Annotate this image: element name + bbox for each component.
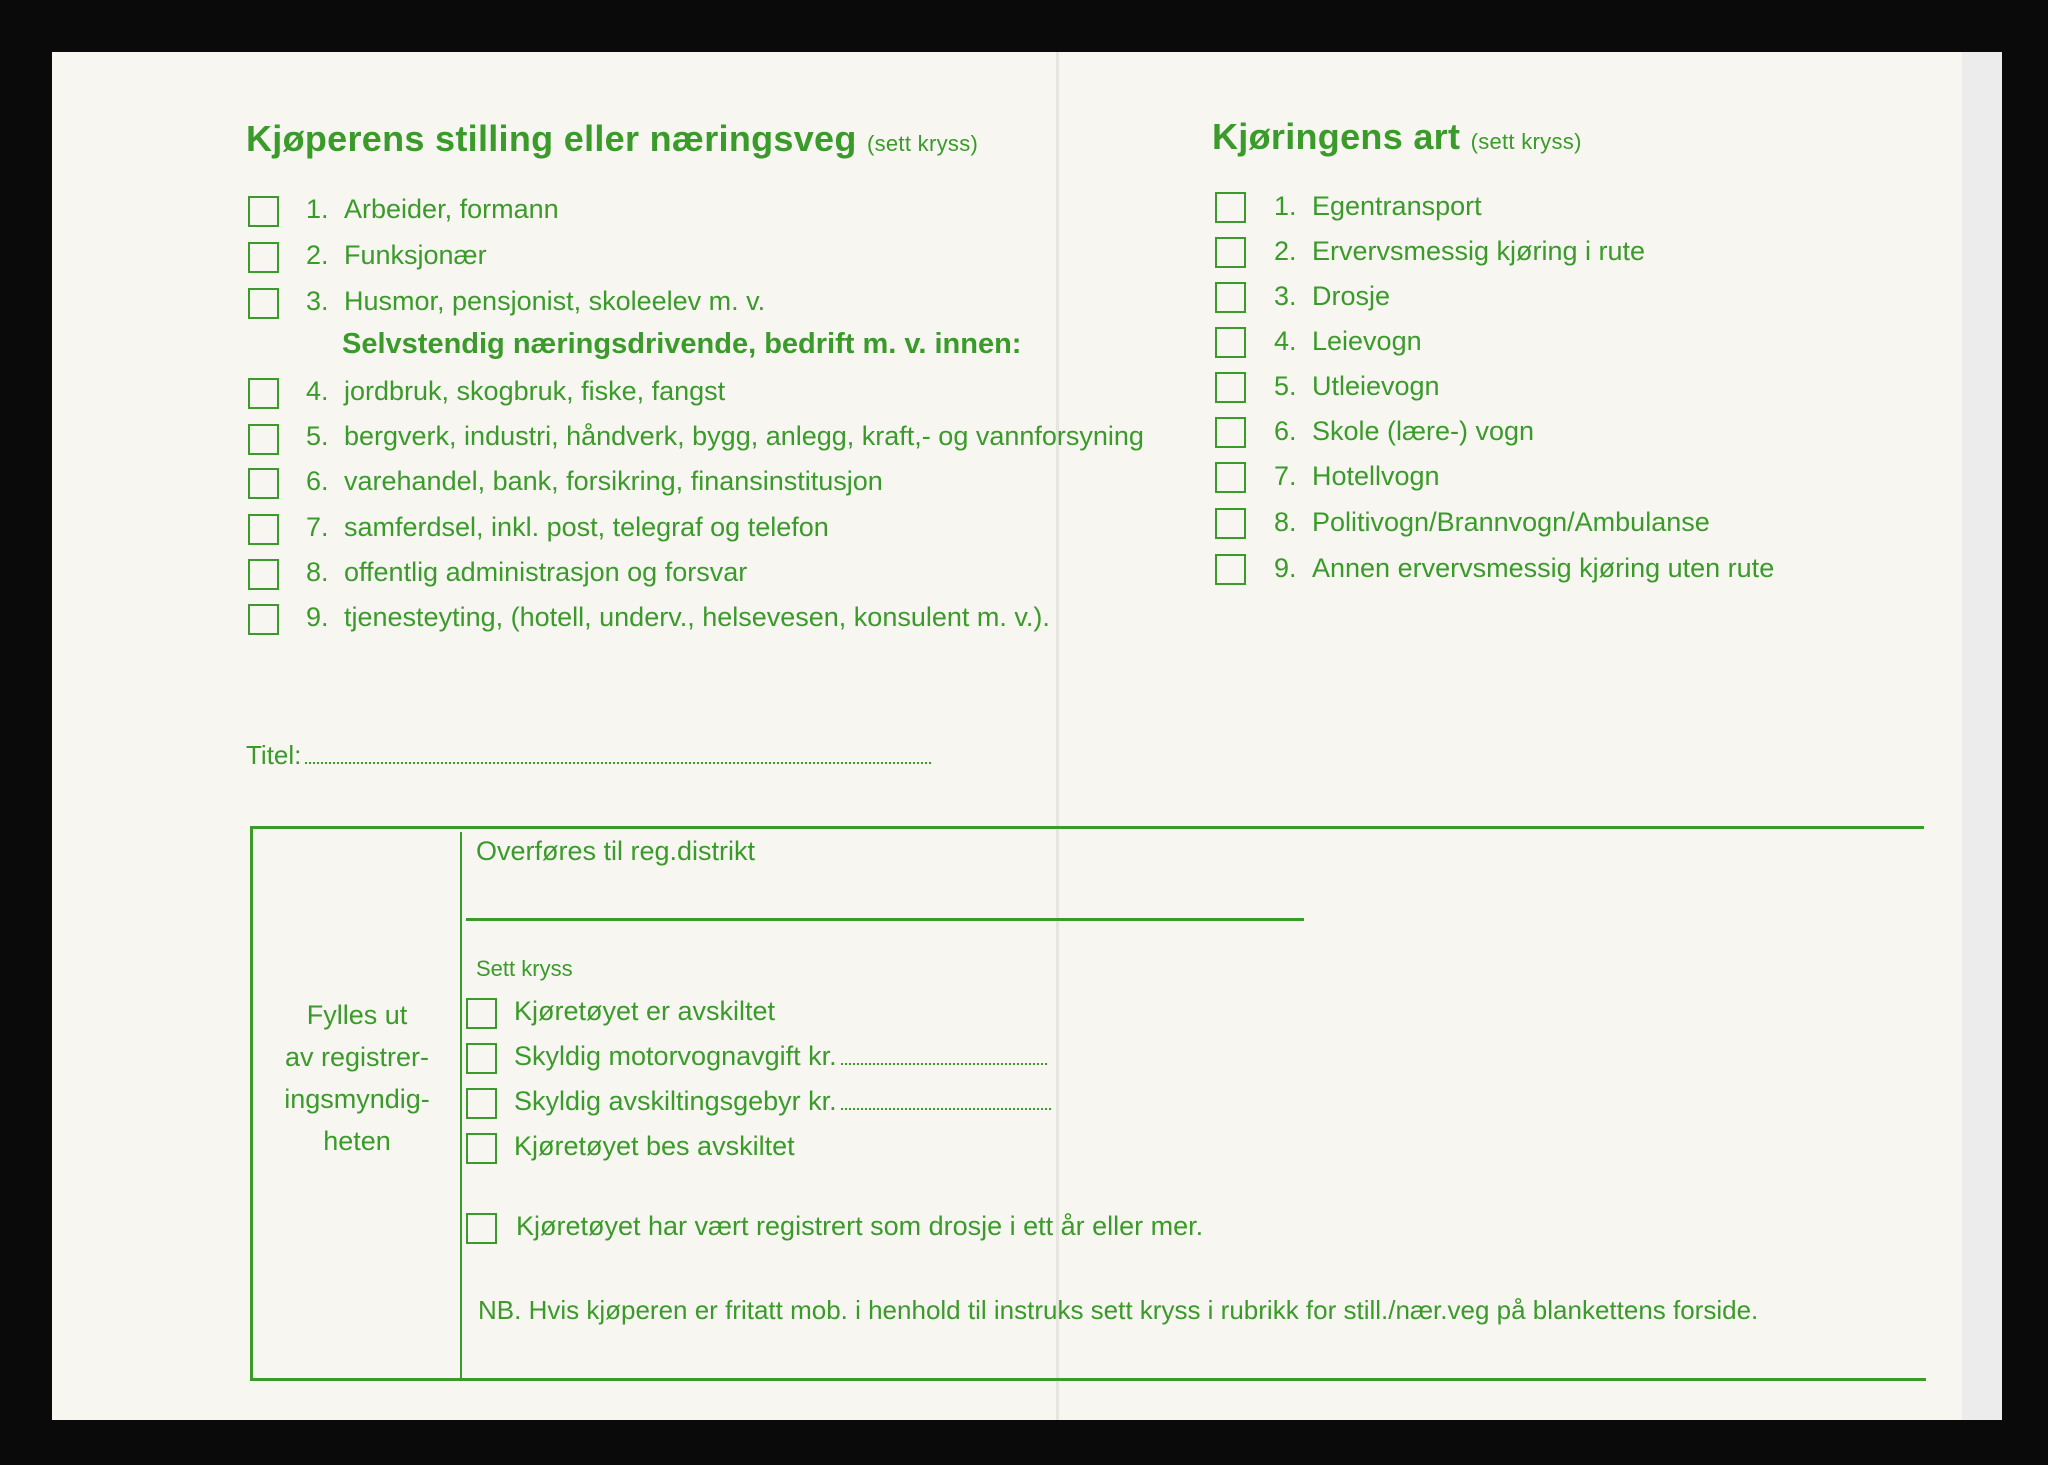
check-avskiltingsgebyr	[514, 1086, 1051, 1117]
sheet-edge	[1962, 52, 2002, 1420]
right-heading	[1212, 116, 1582, 158]
checkbox-left-5[interactable]	[248, 424, 279, 455]
item-label: bergverk, industri, håndverk, bygg, anlegg, kraft,- og vannforsyning	[344, 421, 1144, 451]
item-number: 4.	[306, 376, 329, 406]
checkbox-bes-avskiltet[interactable]	[466, 1133, 497, 1164]
item-label: tjenesteyting, (hotell, underv., helsevesen, konsulent m. v.).	[344, 602, 1050, 632]
item-number: 9.	[306, 602, 329, 632]
bottom-box-bottom-line	[250, 1378, 1926, 1381]
checkbox-drosje[interactable]	[466, 1213, 497, 1244]
item-number: 1.	[306, 194, 329, 224]
item-label: Egentransport	[1312, 191, 1482, 221]
check-motorvognavgift	[514, 1041, 1047, 1072]
title-dotted-line	[305, 762, 931, 764]
item-label: Politivogn/Brannvogn/Ambulanse	[1312, 507, 1710, 537]
amount-dotted-line	[841, 1108, 1051, 1110]
item-label: Annen ervervsmessig kjøring uten rute	[1312, 553, 1775, 583]
bottom-box-divider	[460, 832, 462, 1378]
checkbox-right-7[interactable]	[1215, 462, 1246, 493]
item-number: 3.	[306, 286, 329, 316]
checkbox-right-8[interactable]	[1215, 508, 1246, 539]
item-label: Skole (lære-) vogn	[1312, 416, 1535, 446]
item-label: jordbruk, skogbruk, fiske, fangst	[344, 376, 726, 406]
side-label-line: heten	[323, 1126, 391, 1156]
item-number: 1.	[1274, 191, 1297, 221]
checkbox-avskiltingsgebyr[interactable]	[466, 1088, 497, 1119]
item-number: 6.	[1274, 416, 1297, 446]
item-number: 2.	[1274, 236, 1297, 266]
item-label: Husmor, pensjonist, skoleelev m. v.	[344, 286, 766, 316]
amount-dotted-line	[841, 1063, 1047, 1065]
check-avskiltet: Kjøretøyet er avskiltet	[514, 996, 776, 1026]
check-avskiltingsgebyr-label: Skyldig avskiltingsgebyr kr.	[514, 1086, 837, 1116]
nb-note: NB. Hvis kjøperen er fritatt mob. i henhold til instruks sett kryss i rubrikk for still./nær.veg på blankettens forside.	[478, 1295, 1759, 1325]
item-label: Ervervsmessig kjøring i rute	[1312, 236, 1646, 266]
check-drosje: Kjøretøyet har vært registrert som drosje i ett år eller mer.	[516, 1211, 1204, 1241]
right-item-8	[1274, 507, 1710, 538]
checkbox-right-3[interactable]	[1215, 282, 1246, 313]
side-label-line: av registrer-	[284, 1042, 430, 1072]
checkbox-left-8[interactable]	[248, 559, 279, 590]
right-item-6	[1274, 416, 1534, 447]
left-item-7	[306, 512, 829, 543]
title-label: Titel:	[246, 740, 302, 770]
left-item-3	[306, 286, 765, 317]
left-item-5	[306, 421, 1144, 452]
item-number: 2.	[306, 240, 329, 270]
left-item-2	[306, 240, 487, 271]
item-label: varehandel, bank, forsikring, finansinstitusjon	[344, 466, 883, 496]
left-subheading: Selvstendig næringsdrivende, bedrift m. v. innen:	[342, 328, 1022, 360]
left-heading	[246, 118, 978, 160]
right-item-5	[1274, 371, 1440, 402]
check-motorvognavgift-label: Skyldig motorvognavgift kr.	[514, 1041, 837, 1071]
item-label: Hotellvogn	[1312, 461, 1440, 491]
sett-kryss-label: Sett kryss	[476, 956, 573, 981]
item-number: 9.	[1274, 553, 1297, 583]
checkbox-left-9[interactable]	[248, 604, 279, 635]
checkbox-motorvognavgift[interactable]	[466, 1043, 497, 1074]
checkbox-right-6[interactable]	[1215, 417, 1246, 448]
item-label: Funksjonær	[344, 240, 487, 270]
checkbox-right-1[interactable]	[1215, 192, 1246, 223]
bottom-box-top-line	[250, 826, 1924, 829]
right-item-4	[1274, 326, 1422, 357]
right-heading-note: (sett kryss)	[1470, 129, 1582, 154]
authority-side-label	[262, 994, 452, 1162]
bottom-box-left-line	[250, 826, 253, 1381]
left-item-9	[306, 602, 1050, 633]
checkbox-left-1[interactable]	[248, 196, 279, 227]
item-label: Leievogn	[1312, 326, 1422, 356]
right-item-1	[1274, 191, 1482, 222]
left-item-4	[306, 376, 725, 407]
checkbox-left-4[interactable]	[248, 378, 279, 409]
left-item-1	[306, 194, 559, 225]
item-number: 8.	[1274, 507, 1297, 537]
checkbox-right-5[interactable]	[1215, 372, 1246, 403]
side-label-line: Fylles ut	[306, 1000, 408, 1030]
item-label: Drosje	[1312, 281, 1391, 311]
left-heading-note: (sett kryss)	[866, 131, 979, 156]
transfer-label: Overføres til reg.distrikt	[476, 836, 756, 866]
checkbox-left-3[interactable]	[248, 288, 279, 319]
checkbox-left-2[interactable]	[248, 242, 279, 273]
checkbox-left-6[interactable]	[248, 468, 279, 499]
item-label: offentlig administrasjon og forsvar	[344, 557, 748, 587]
transfer-underline	[466, 918, 1304, 921]
check-bes-avskiltet: Kjøretøyet bes avskiltet	[514, 1131, 795, 1161]
checkbox-right-4[interactable]	[1215, 327, 1246, 358]
item-label: samferdsel, inkl. post, telegraf og telefon	[344, 512, 829, 542]
title-field[interactable]	[246, 740, 931, 771]
right-heading-text: Kjøringens art	[1212, 116, 1461, 157]
item-number: 4.	[1274, 326, 1297, 356]
right-item-3	[1274, 281, 1390, 312]
checkbox-right-2[interactable]	[1215, 237, 1246, 268]
checkbox-avskiltet[interactable]	[466, 998, 497, 1029]
right-item-9	[1274, 553, 1774, 584]
item-label: Arbeider, formann	[344, 194, 559, 224]
item-number: 3.	[1274, 281, 1297, 311]
checkbox-right-9[interactable]	[1215, 554, 1246, 585]
item-number: 5.	[1274, 371, 1297, 401]
item-number: 8.	[306, 557, 329, 587]
item-number: 6.	[306, 466, 329, 496]
right-item-2	[1274, 236, 1645, 267]
item-number: 7.	[306, 512, 329, 542]
right-item-7	[1274, 461, 1440, 492]
checkbox-left-7[interactable]	[248, 514, 279, 545]
item-label: Utleievogn	[1312, 371, 1440, 401]
side-label-line: ingsmyndig-	[284, 1084, 430, 1114]
item-number: 7.	[1274, 461, 1297, 491]
left-item-6	[306, 466, 883, 497]
left-item-8	[306, 557, 747, 588]
item-number: 5.	[306, 421, 329, 451]
left-heading-text: Kjøperens stilling eller næringsveg	[246, 118, 857, 159]
